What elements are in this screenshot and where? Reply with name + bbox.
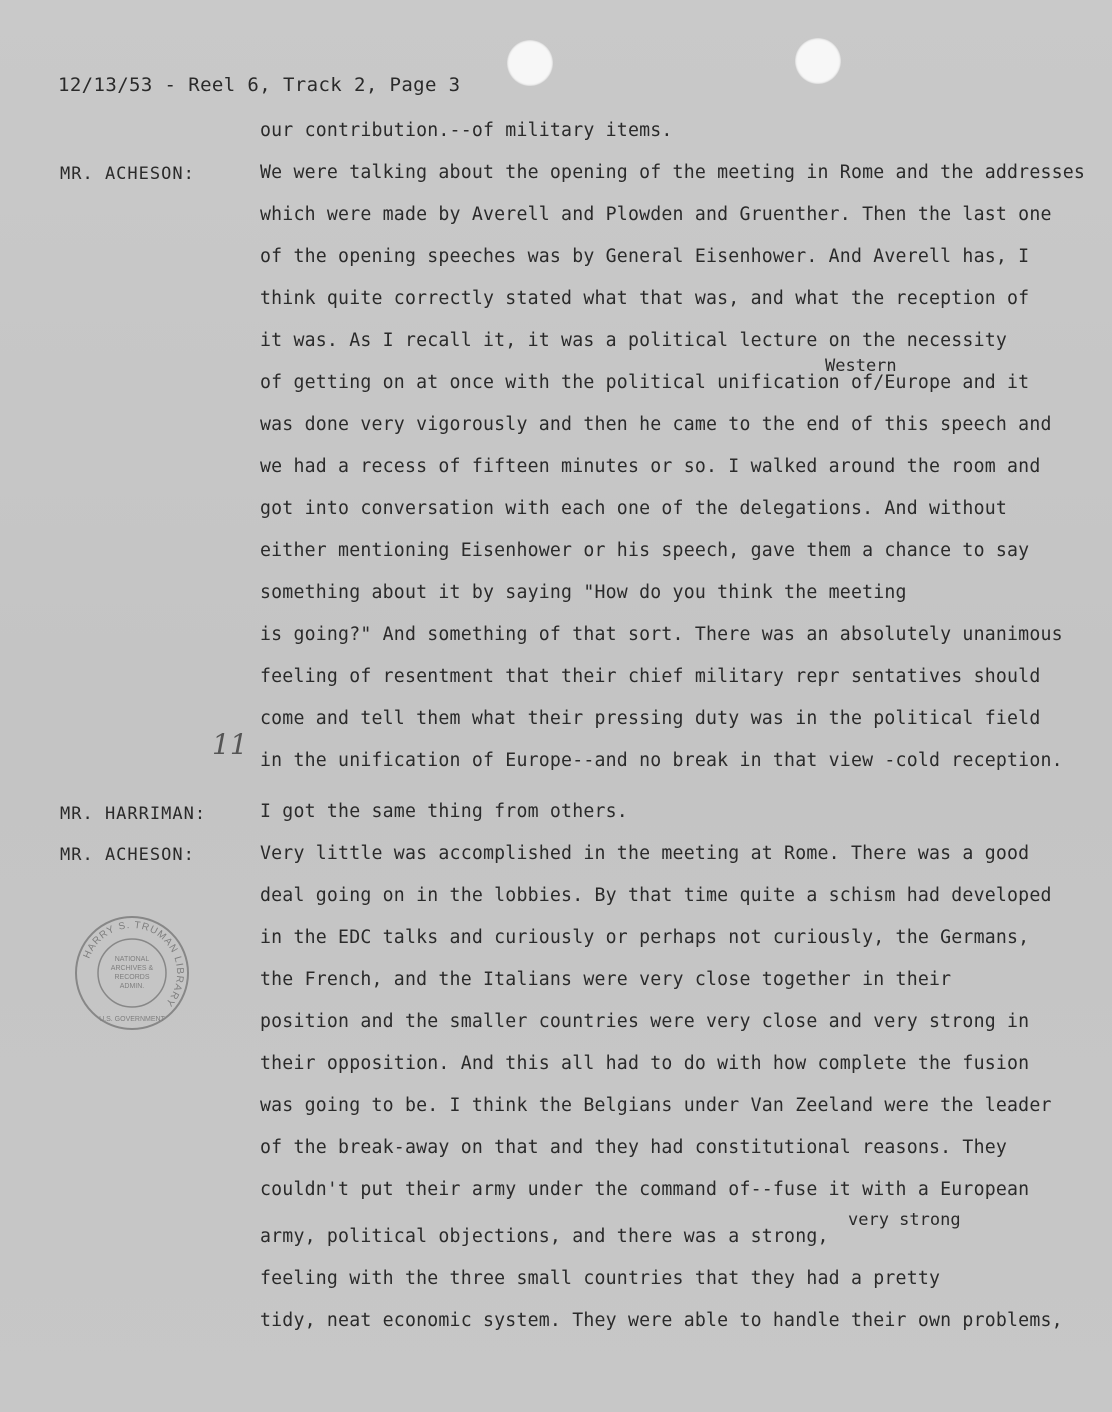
transcript-line: of the opening speeches was by General Eisenhower. And Averell has, I	[260, 246, 1030, 267]
insert-very-strong: very strong	[848, 1210, 961, 1230]
transcript-line: our contribution.--of military items.	[260, 120, 673, 141]
transcript-line: of the break-away on that and they had constitutional reasons. They	[260, 1137, 1008, 1158]
punch-hole	[795, 38, 841, 84]
transcript-line: Very little was accomplished in the meeting at Rome. There was a good	[260, 843, 1030, 864]
transcript-line: deal going on in the lobbies. By that time quite a schism had developed	[260, 885, 1052, 906]
seal-icon	[72, 913, 192, 1033]
transcript-line: it was. As I recall it, it was a political lecture on the necessity	[260, 330, 1008, 351]
svg-text:NATIONAL: NATIONAL	[114, 956, 150, 963]
margin-mark: 11	[212, 728, 248, 761]
transcript-line: got into conversation with each one of the delegations. And without	[260, 498, 1008, 519]
transcript-line: we had a recess of fifteen minutes or so. I walked around the room and	[260, 456, 1041, 477]
transcript-line: was going to be. I think the Belgians under Van Zeeland were the leader	[260, 1095, 1052, 1116]
transcript-line: couldn't put their army under the command of--fuse it with a European	[260, 1179, 1030, 1200]
transcript-line: something about it by saying "How do you think the meeting	[260, 582, 907, 603]
svg-text:ADMIN.: ADMIN.	[119, 983, 145, 990]
transcript-line: position and the smaller countries were very close and very strong in	[260, 1011, 1030, 1032]
transcript-line: the French, and the Italians were very close together in their	[260, 969, 952, 990]
transcript-line: either mentioning Eisenhower or his speech, gave them a chance to say	[260, 540, 1030, 561]
archive-stamp	[72, 913, 192, 1033]
transcript-line: We were talking about the opening of the meeting in Rome and the addresses	[260, 162, 1086, 183]
transcript-line: feeling with the three small countries that they had a pretty	[260, 1268, 941, 1289]
svg-text:U.S. GOVERNMENT: U.S. GOVERNMENT	[99, 1016, 165, 1023]
transcript-line: in the unification of Europe--and no break in that view -cold reception.	[260, 750, 1063, 771]
insert-western: Western	[825, 356, 897, 376]
transcript-line: was done very vigorously and then he came to the end of this speech and	[260, 414, 1052, 435]
transcript-line: in the EDC talks and curiously or perhaps not curiously, the Germans,	[260, 927, 1030, 948]
punch-hole	[507, 40, 553, 86]
transcript-line: is going?" And something of that sort. There was an absolutely unanimous	[260, 624, 1063, 645]
transcript-line: tidy, neat economic system. They were able to handle their own problems,	[260, 1310, 1063, 1331]
transcript-line: their opposition. And this all had to do with how complete the fusion	[260, 1053, 1030, 1074]
speaker-label: MR. ACHESON:	[60, 164, 195, 184]
svg-text:ARCHIVES &: ARCHIVES &	[110, 965, 154, 972]
transcript-line: army, political objections, and there was a strong,	[260, 1226, 829, 1247]
page-header: 12/13/53 - Reel 6, Track 2, Page 3	[58, 74, 461, 96]
transcript-line: come and tell them what their pressing duty was in the political field	[260, 708, 1041, 729]
svg-text:HARRY S. TRUMAN LIBRARY: HARRY S. TRUMAN LIBRARY	[81, 919, 186, 1009]
transcript-line: of getting on at once with the political unification of/Europe and it	[260, 372, 1030, 393]
transcript-line: feeling of resentment that their chief military repr sentatives should	[260, 666, 1041, 687]
speaker-label: MR. HARRIMAN:	[60, 804, 207, 824]
transcript-line: which were made by Averell and Plowden and Gruenther. Then the last one	[260, 204, 1052, 225]
transcript-line: think quite correctly stated what that was, and what the reception of	[260, 288, 1030, 309]
speaker-label: MR. ACHESON:	[60, 845, 195, 865]
svg-text:RECORDS: RECORDS	[114, 974, 150, 981]
transcript-line: I got the same thing from others.	[260, 801, 628, 822]
